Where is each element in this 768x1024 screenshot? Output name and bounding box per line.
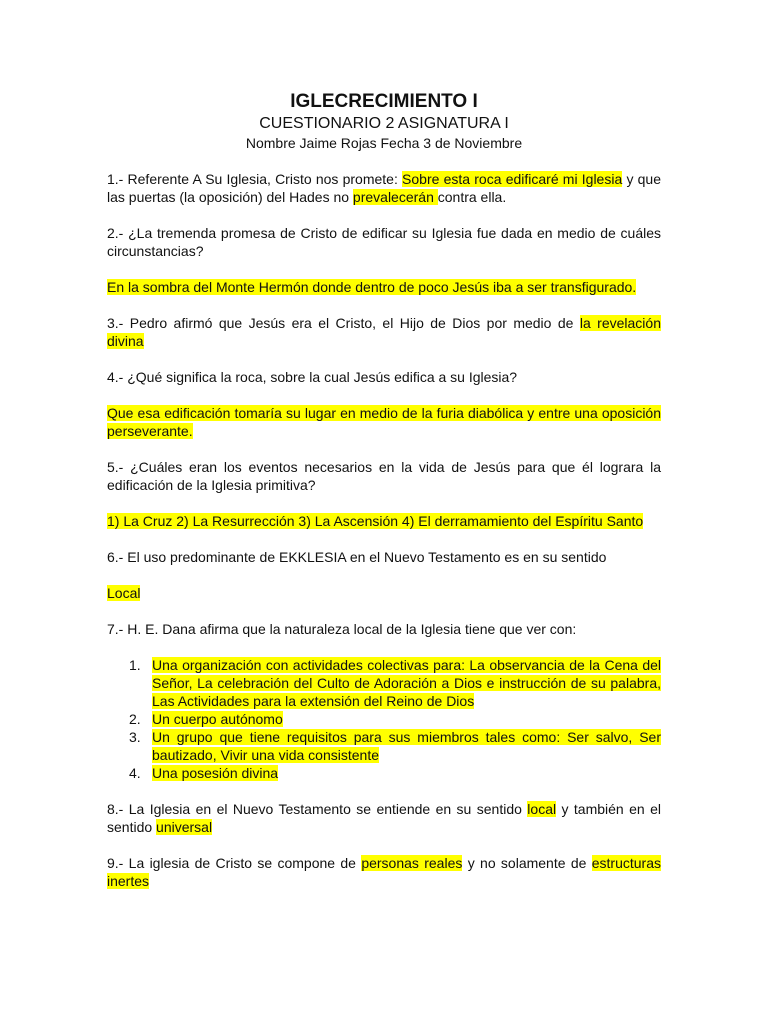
question-9 <box>107 854 661 890</box>
question-5: 5.- ¿Cuáles eran los eventos necesarios en la vida de Jesús para que él lograra la edificación de la Iglesia primitiva? <box>107 459 661 493</box>
list-item-text: Una posesión divina <box>152 765 279 781</box>
answer-4-text: Que esa edificación tomaría su lugar en medio de la furia diabólica y entre una oposición perseverante. <box>107 405 661 439</box>
question-1-answer-2: prevalecerán <box>352 189 438 205</box>
list-item-text: Una organización con actividades colectivas para: La observancia de la Cena del Señor, La celebración del Culto de Adoración a Dios e instrucción de su palabra, Las Actividades para la extensión del Reino de Dios <box>152 657 661 709</box>
question-8-answer-2: universal <box>156 819 213 835</box>
answer-5 <box>107 512 661 530</box>
question-3-answer: la revelación divina <box>107 315 661 349</box>
question-8 <box>107 800 661 836</box>
question-9-text-2: y no solamente de <box>462 855 592 871</box>
question-9-answer-2: estructuras inertes <box>107 855 661 889</box>
question-3 <box>107 314 661 350</box>
document-subtitle: CUESTIONARIO 2 ASIGNATURA I <box>259 115 509 132</box>
document-title: IGLECRECIMIENTO I <box>290 91 478 112</box>
question-4: 4.- ¿Qué significa la roca, sobre la cual Jesús edifica a su Iglesia? <box>107 369 518 385</box>
question-8-answer-1: local <box>527 801 557 817</box>
question-9-answer-1: personas reales <box>361 855 463 871</box>
question-1 <box>107 170 661 206</box>
answer-6-text: Local <box>107 585 141 601</box>
answer-6 <box>107 584 661 602</box>
answer-2-text: En la sombra del Monte Hermón donde dentro de poco Jesús iba a ser transfigurado. <box>107 279 637 295</box>
question-9-text: 9.- La iglesia de Cristo se compone de <box>107 855 362 871</box>
list-item <box>107 728 661 764</box>
list-item-text: Un grupo que tiene requisitos para sus miembros tales como: Ser salvo, Ser bautizado, Vivir una vida consistente <box>152 729 661 763</box>
list-item <box>107 764 661 782</box>
question-8-text-2: y también en el sentido <box>107 801 661 835</box>
answer-4 <box>107 404 661 440</box>
question-8-text: 8.- La Iglesia en el Nuevo Testamento se entiende en su sentido <box>107 801 528 817</box>
question-1-text-3: contra ella. <box>437 189 507 205</box>
answer-2 <box>107 278 661 296</box>
list-item-number: 4. <box>129 765 141 781</box>
question-2: 2.- ¿La tremenda promesa de Cristo de edificar su Iglesia fue dada en medio de cuáles circunstancias? <box>107 225 661 259</box>
list-item <box>107 710 661 728</box>
question-7: 7.- H. E. Dana afirma que la naturaleza local de la Iglesia tiene que ver con: <box>107 621 577 637</box>
question-6: 6.- El uso predominante de EKKLESIA en el Nuevo Testamento es en su sentido <box>107 549 607 565</box>
question-3-text: 3.- Pedro afirmó que Jesús era el Cristo, el Hijo de Dios por medio de <box>107 315 580 331</box>
answer-5-text: 1) La Cruz 2) La Resurrección 3) La Ascensión 4) El derramamiento del Espíritu Santo <box>107 513 644 529</box>
list-item-number: 1. <box>129 657 141 673</box>
answer-7-list <box>107 656 661 782</box>
document-meta: Nombre Jaime Rojas Fecha 3 de Noviembre <box>245 135 523 151</box>
question-1-text: 1.- Referente A Su Iglesia, Cristo nos promete: <box>107 171 403 187</box>
list-item <box>107 656 661 710</box>
list-item-text: Un cuerpo autónomo <box>152 711 283 727</box>
question-1-text-2: y que las puertas (la oposición) del Hades no <box>107 171 662 205</box>
list-item-number: 3. <box>129 729 141 745</box>
list-item-number: 2. <box>129 711 141 727</box>
question-1-answer-1: Sobre esta roca edificaré mi Iglesia <box>402 171 623 187</box>
